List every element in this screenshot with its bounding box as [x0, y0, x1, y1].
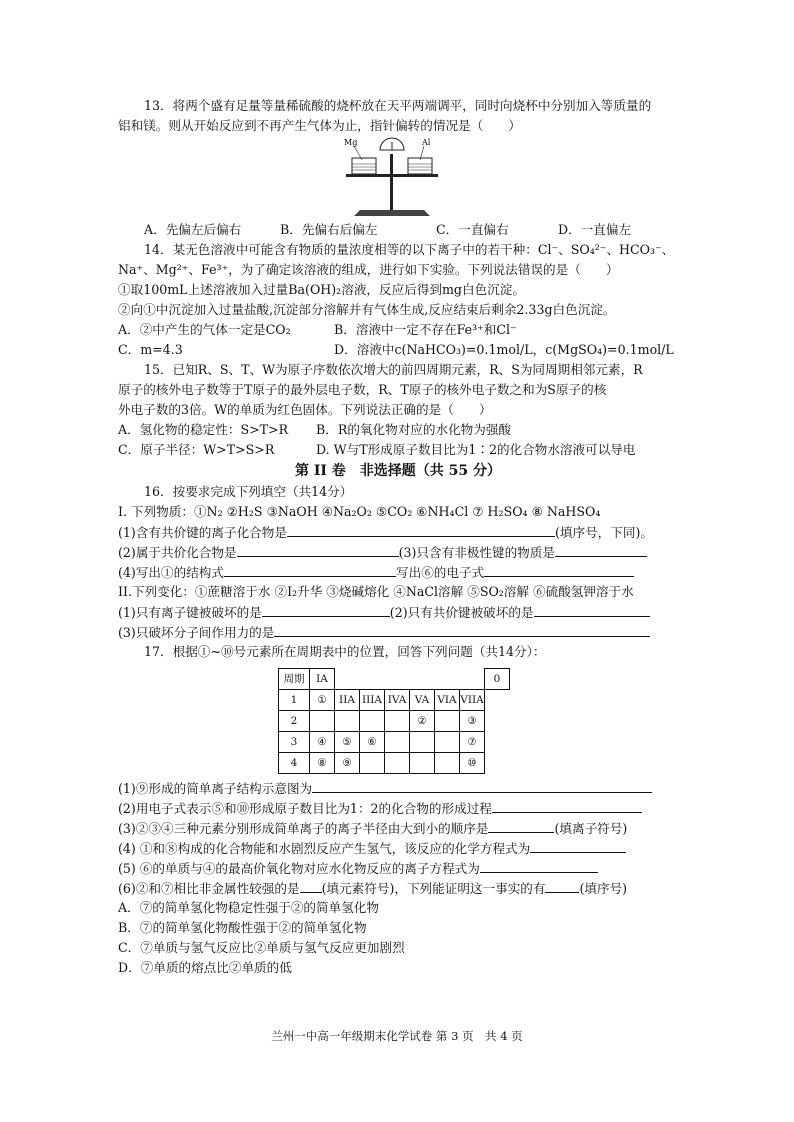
q13-stem-line2: 铝和镁。则从开始反应到不再产生气体为止，指针偏转的情况是（ ） [118, 118, 521, 133]
fig-label-al: Al [422, 138, 431, 147]
q14-step2: ②向①中沉淀加入过量盐酸,沉淀部分溶解并有气体生成,反应结束后剩余2.33g白色沉淀。 [118, 302, 616, 317]
pt-row-3 [279, 732, 510, 753]
q17-line2 [118, 798, 678, 818]
q15-option-a[interactable]: A．氢化物的稳定性：S>T>R [118, 422, 289, 437]
q16-l1-label: (1)含有共价键的离子化合物是 [118, 525, 287, 540]
pt-cell [410, 753, 435, 774]
q17-line6 [118, 878, 678, 898]
q13-option-c[interactable]: C．一直偏右 [436, 222, 509, 237]
q17-option-c[interactable]: C．⑦单质与氢气反应比②单质与氢气反应更加剧烈 [118, 940, 405, 955]
pt-row-2 [279, 711, 510, 732]
q16-l4a-blank[interactable] [262, 602, 390, 617]
pt-cell: 0 [485, 669, 510, 690]
pt-cell: VIA [435, 690, 460, 711]
q13-options [118, 220, 678, 240]
pt-cell: ④ [310, 732, 335, 753]
q13-option-d[interactable]: D．一直偏左 [558, 222, 632, 237]
q17-option-a[interactable]: A．⑦的简单氢化物稳定性强于②的简单氢化物 [118, 900, 379, 915]
balance-pillar [390, 154, 393, 210]
q16-line5 [118, 622, 678, 642]
pt-cell [435, 753, 460, 774]
pt-cell: IA [310, 669, 335, 690]
pt-cell: ① [310, 690, 335, 711]
q14-step1: ①取100mL上述溶液加入过量Ba(OH)₂溶液，反应后得到mg白色沉淀。 [118, 282, 525, 297]
q17-l3-blank[interactable] [488, 818, 554, 833]
pt-cell: IIA [335, 690, 360, 711]
pt-cell: ② [410, 711, 435, 732]
pt-cell: VA [410, 690, 435, 711]
q17-l4-label: (4) ①和⑧构成的化合物能和水剧烈反应产生氢气，该反应的化学方程式为 [118, 841, 531, 856]
q16-l1-blank[interactable] [287, 522, 555, 537]
q14-stem-line2: Na⁺、Mg²⁺、Fe³⁺，为了确定该溶液的组成，进行如下实验。下列说法错误的是（ ） [118, 262, 619, 277]
pt-cell [360, 753, 385, 774]
q17-l6b-blank[interactable] [545, 878, 579, 893]
q13-option-b[interactable]: B．先偏右后偏左 [280, 222, 378, 237]
pt-cell [385, 669, 410, 690]
pt-cell: 周期 [279, 669, 310, 690]
pt-cell [485, 732, 510, 753]
exam-page [118, 96, 678, 978]
q16-l3b-blank[interactable] [484, 562, 634, 577]
q17-l4-blank[interactable] [530, 838, 626, 853]
q17-line4 [118, 838, 678, 858]
pt-cell [385, 753, 410, 774]
q16-l3b-label: 写出⑥的电子式 [396, 565, 485, 580]
q14-option-b[interactable]: B．溶液中一定不存在Fe³⁺和Cl⁻ [334, 322, 517, 337]
q17-l2-label: (2)用电子式表示⑤和⑩形成原子数目比为1：2的化合物的形成过程 [118, 801, 492, 816]
section-title: 第 II 卷 非选择题（共 55 分） [294, 463, 502, 479]
pt-cell [485, 753, 510, 774]
q16-l2a-blank[interactable] [237, 542, 399, 557]
q16-l4b-blank[interactable] [534, 602, 650, 617]
pt-cell: ⑤ [335, 732, 360, 753]
pt-cell [410, 732, 435, 753]
pt-cell: ⑥ [360, 732, 385, 753]
pt-cell [435, 732, 460, 753]
q17-l1-label: (1)⑨形成的简单离子结构示意图为 [118, 781, 313, 796]
q16-stem: 16．按要求完成下列填空（共14分） [144, 484, 353, 499]
q16-l2a-label: (2)属于共价化合物是 [118, 545, 237, 560]
q16-line1 [118, 522, 678, 542]
pt-row-1 [279, 690, 510, 711]
pt-cell [435, 669, 460, 690]
pt-cell [435, 711, 460, 732]
q17-line1 [118, 778, 678, 798]
pt-cell: 3 [279, 732, 310, 753]
pt-cell: ⑦ [460, 732, 485, 753]
balance-figure [332, 136, 452, 220]
q17-l6b-label: (填元素符号)，下列能证明这一事实的有 [321, 881, 546, 896]
pt-cell: 2 [279, 711, 310, 732]
pt-header-row [279, 669, 510, 690]
q16-l5-blank[interactable] [274, 622, 650, 637]
q17-l5-label: (5) ⑥的单质与④的最高价氧化物对应水化物反应的离子方程式为 [118, 861, 480, 876]
pt-cell: IIIA [360, 690, 385, 711]
page-footer: 兰州一中高一年级期末化学试卷 第 3 页 共 4 页 [271, 1029, 523, 1043]
pt-cell [310, 711, 335, 732]
q13-option-a[interactable]: A．先偏左后偏右 [144, 222, 242, 237]
pt-cell [360, 669, 385, 690]
q16-l4a-label: (1)只有离子键被破坏的是 [118, 605, 262, 620]
q17-l6a-blank[interactable] [300, 878, 322, 893]
q16-l2b-label: (3)只含有非极性键的物质是 [398, 545, 555, 560]
pt-cell [460, 669, 485, 690]
q17-l5-blank[interactable] [480, 858, 598, 873]
pt-cell: IVA [385, 690, 410, 711]
q14-option-c[interactable]: C．m=4.3 [118, 342, 183, 357]
q15-stem-line2: 原子的核外电子数等于T原子的最外层电子数，R、T原子的核外电子数之和为S原子的核 [118, 382, 607, 397]
pt-cell [485, 690, 510, 711]
pt-cell: 4 [279, 753, 310, 774]
q16-line2 [118, 542, 678, 562]
pt-row-4 [279, 753, 510, 774]
pt-cell: ⑨ [335, 753, 360, 774]
q17-l2-blank[interactable] [492, 798, 642, 813]
q16-l3a-blank[interactable] [224, 562, 396, 577]
q15-option-b[interactable]: B．R的氧化物对应的水化物为强酸 [316, 422, 512, 437]
q17-option-d[interactable]: D．⑦单质的熔点比②单质的低 [118, 960, 292, 975]
q17-option-b[interactable]: B．⑦的简单氢化物酸性强于②的简单氢化物 [118, 920, 367, 935]
q14-options-ab [118, 320, 678, 340]
pt-cell [335, 669, 360, 690]
q16-l5-label: (3)只破坏分子间作用力的是 [118, 625, 275, 640]
pt-cell [360, 711, 385, 732]
q16-part1: I. 下列物质：①N₂ ②H₂S ③NaOH ④Na₂O₂ ⑤CO₂ ⑥NH₄Cl ⑦ H₂SO₄ ⑧ NaHSO₄ [118, 504, 601, 519]
q14-stem-line1: 14．某无色溶液中可能含有物质的量浓度相等的以下离子中的若干种：Cl⁻、SO₄²⁻、HCO₃⁻、 [144, 242, 675, 257]
q17-stem: 17．根据①~⑩号元素所在周期表中的位置，回答下列问题（共14分）： [144, 644, 546, 659]
q17-l3-label: (3)②③④三种元素分别形成简单离子的离子半径由大到小的顺序是 [118, 821, 489, 836]
q17-l1-blank[interactable] [312, 778, 652, 793]
pt-cell: 1 [279, 690, 310, 711]
q15-stem-line1: 15．已知R、S、T、W为原子序数依次增大的前四周期元素，R、S为同周期相邻元素，R [144, 362, 643, 377]
fig-label-mg: Mg [344, 138, 358, 147]
q16-l2b-blank[interactable] [555, 542, 647, 557]
pt-cell [385, 711, 410, 732]
q17-line3 [118, 818, 678, 838]
q16-line4 [118, 602, 678, 622]
pt-cell [485, 711, 510, 732]
q15-option-d[interactable]: D. W与T形成原子数目比为1∶2的化合物水溶液可以导电 [316, 442, 636, 457]
q17-l6c-label: (填序号) [579, 881, 628, 896]
left-beaker [352, 158, 376, 174]
q16-part2: II.下列变化：①蔗糖溶于水 ②I₂升华 ③烧碱熔化 ④NaCl溶解 ⑤SO₂溶解 ⑥硫酸氢钾溶于水 [118, 584, 634, 599]
q15-options-cd [118, 440, 678, 460]
pt-cell: ③ [460, 711, 485, 732]
q14-option-d[interactable]: D．溶液中c(NaHCO₃)=0.1mol/L，c(MgSO₄)=0.1mol/L [334, 342, 674, 357]
pt-cell [335, 711, 360, 732]
q16-l4b-label: (2)只有共价键被破坏的是 [389, 605, 534, 620]
q14-options-cd [118, 340, 678, 360]
q15-option-c[interactable]: C．原子半径：W>T>S>R [118, 442, 275, 457]
q14-option-a[interactable]: A．②中产生的气体一定是CO₂ [118, 322, 291, 337]
pt-cell [385, 732, 410, 753]
q16-l1-tail: (填序号，下同)。 [554, 525, 653, 540]
q13-stem-line1: 13．将两个盛有足量等量稀硫酸的烧杯放在天平两端调平，同时向烧杯中分别加入等质量的 [144, 98, 652, 113]
pt-cell: ⑧ [310, 753, 335, 774]
right-beaker [408, 158, 432, 174]
q15-stem-line3: 外电子数的3倍。W的单质为红色固体。下列说法正确的是（ ） [118, 402, 492, 417]
q16-l3a-label: (4)写出①的结构式 [118, 565, 224, 580]
q15-options-ab [118, 420, 678, 440]
balance-diagram [332, 136, 452, 220]
periodic-table [278, 668, 510, 774]
pt-cell: ⑩ [460, 753, 485, 774]
balance-base [354, 210, 430, 216]
q17-l3-tail: (填离子符号) [554, 821, 628, 836]
pt-cell [410, 669, 435, 690]
q17-line5 [118, 858, 678, 878]
q16-line3 [118, 562, 678, 582]
q17-l6a-label: (6)②和⑦相比非金属性较强的是 [118, 881, 300, 896]
pt-cell: VIIA [460, 690, 485, 711]
